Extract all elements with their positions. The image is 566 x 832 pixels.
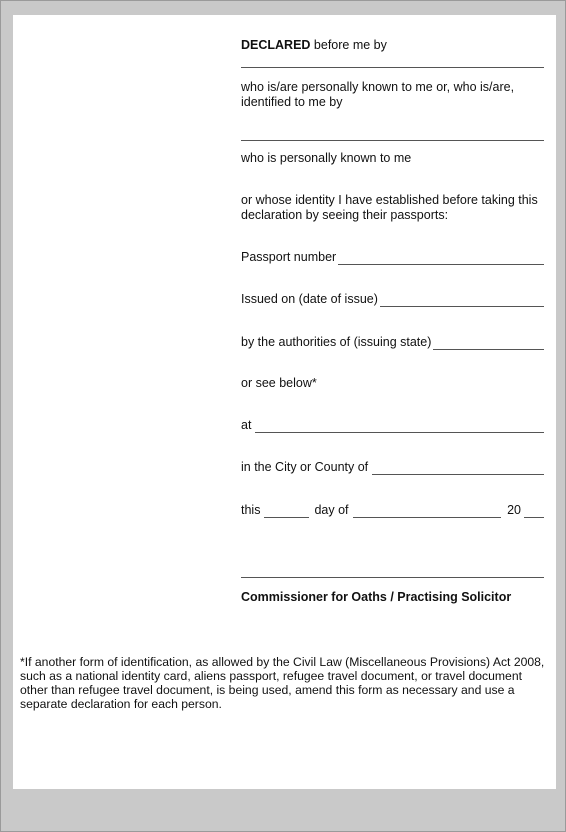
personally-known-text: who is personally known to me (241, 151, 412, 165)
city-county-row (241, 460, 544, 475)
declared-rest-label: before me by (310, 38, 387, 52)
known-or-identified-text: who is/are personally known to me or, who is/are, identified to me by (241, 80, 515, 109)
declarant-name-line[interactable] (241, 67, 544, 68)
day-number-line[interactable] (264, 506, 309, 518)
at-location-line[interactable] (255, 421, 544, 433)
city-county-line[interactable] (372, 463, 544, 475)
city-county-label: in the City or County of (241, 460, 369, 474)
issuing-authority-line[interactable] (433, 338, 544, 350)
identity-established-text: or whose identity I have established before taking this declaration by seeing their passports: (241, 193, 538, 222)
issued-on-row (241, 292, 544, 307)
issuing-authority-label: by the authorities of (issuing state) (241, 335, 432, 349)
at-row (241, 418, 544, 433)
identifier-name-line[interactable] (241, 140, 544, 141)
signatory-title: Commissioner for Oaths / Practising Solicitor (241, 590, 512, 604)
passport-number-row (241, 250, 544, 265)
declared-heading (241, 38, 387, 53)
month-line[interactable] (353, 506, 502, 518)
issuing-authority-row (241, 335, 544, 350)
year-prefix-label: 20 (507, 503, 521, 517)
this-label: this (241, 503, 261, 517)
passport-number-label: Passport number (241, 250, 337, 264)
signature-line[interactable] (241, 577, 544, 578)
identification-footnote: *If another form of identification, as allowed by the Civil Law (Miscellaneous Provisions) Act 2008, such as a national identity card, aliens passport, refugee travel document, or travel document other than refugee travel document, is being used, amend this form as necessary and use a separate declaration for each person. (20, 655, 545, 711)
date-row (241, 503, 544, 518)
year-suffix-line[interactable] (524, 506, 544, 518)
passport-number-line[interactable] (338, 253, 544, 265)
at-label: at (241, 418, 252, 432)
declared-bold-label: DECLARED (241, 38, 311, 52)
day-of-label: day of (314, 503, 349, 517)
see-below-text: or see below* (241, 376, 317, 390)
issued-on-label: Issued on (date of issue) (241, 292, 378, 306)
issued-on-line[interactable] (380, 295, 544, 307)
